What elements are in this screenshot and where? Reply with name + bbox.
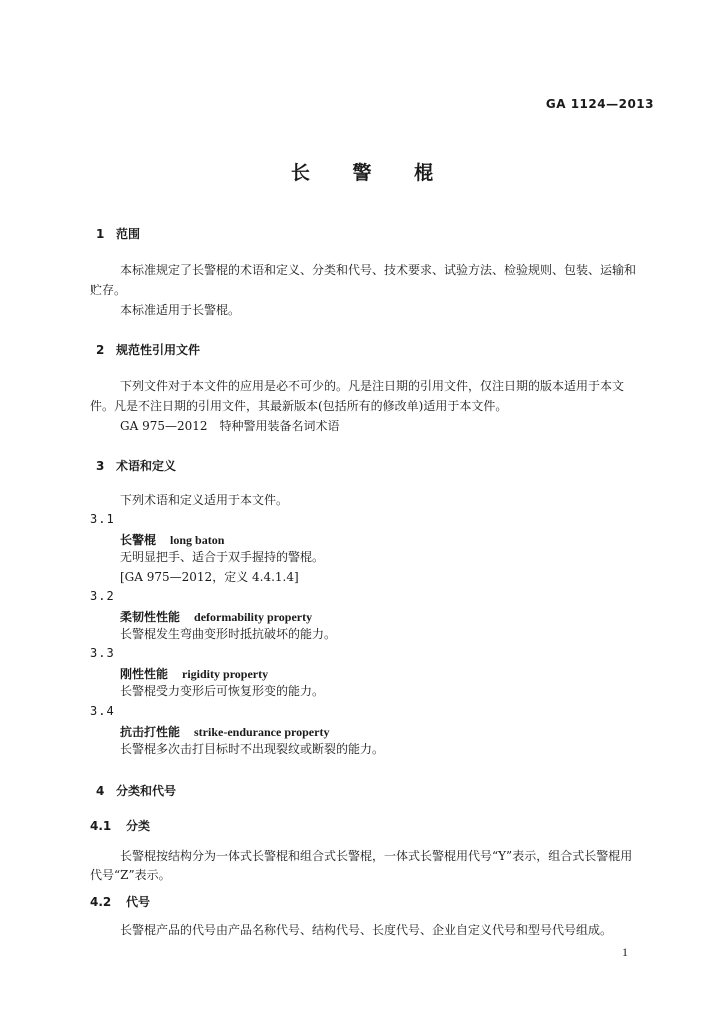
s3-intro: 下列术语和定义适用于本文件。 — [120, 493, 289, 507]
section-number: 4 — [96, 784, 105, 798]
page-number: 1 — [622, 945, 628, 959]
term-en: strike-endurance property — [194, 725, 330, 739]
section-1-heading — [96, 225, 140, 242]
s1-para2: 本标准适用于长警棍。 — [120, 303, 241, 317]
term-definition: 无明显把手、适合于双手握持的警棍。 — [120, 550, 325, 564]
term-source: [GA 975—2012，定义 4.4.1.4] — [120, 570, 299, 584]
section-4-heading — [96, 782, 176, 799]
term-entry — [120, 665, 268, 682]
document-title: 长 警 棍 — [290, 162, 452, 184]
term-number: 3.3 — [90, 646, 115, 660]
term-number: 3.2 — [90, 589, 115, 603]
s2-normative-reference: GA 975—2012 特种警用装备名词术语 — [120, 419, 340, 433]
section-number: 2 — [96, 343, 105, 357]
term-zh: 长警棍 — [120, 533, 157, 547]
section-title: 规范性引用文件 — [116, 343, 201, 357]
term-entry — [120, 608, 312, 625]
subsection-4-2-heading — [90, 893, 150, 910]
section-number: 1 — [96, 227, 105, 241]
s4-1-para-line1: 长警棍按结构分为一体式长警棍和组合式长警棍，一体式长警棍用代号“Y”表示，组合式长警棍用 — [120, 849, 633, 863]
section-title: 分类和代号 — [116, 784, 177, 798]
term-zh: 抗击打性能 — [120, 725, 181, 739]
s2-para1-line1: 下列文件对于本文件的应用是必不可少的。凡是注日期的引用文件，仅注日期的版本适用于本文 — [120, 379, 625, 393]
term-entry — [120, 723, 329, 740]
term-definition: 长警棍受力变形后可恢复形变的能力。 — [120, 684, 325, 698]
term-number: 3.1 — [90, 512, 115, 526]
s1-para1-line1: 本标准规定了长警棍的术语和定义、分类和代号、技术要求、试验方法、检验规则、包装、运输和 — [120, 263, 637, 277]
s4-1-para-line2: 代号“Z”表示。 — [90, 868, 171, 882]
section-title: 术语和定义 — [116, 459, 177, 473]
s1-para1-line2: 贮存。 — [90, 283, 127, 297]
section-title: 范围 — [116, 227, 141, 241]
term-en: rigidity property — [182, 667, 269, 681]
section-number: 3 — [96, 459, 105, 473]
section-3-heading — [96, 457, 176, 474]
term-en: long baton — [170, 533, 225, 547]
term-definition: 长警棍多次击打目标时不出现裂纹或断裂的能力。 — [120, 742, 385, 756]
term-entry — [120, 531, 224, 548]
term-zh: 柔韧性性能 — [120, 610, 181, 624]
term-zh: 刚性性能 — [120, 667, 169, 681]
subsection-title: 代号 — [126, 895, 151, 909]
term-definition: 长警棍发生弯曲变形时抵抗破坏的能力。 — [120, 627, 337, 641]
standard-number: GA 1124—2013 — [545, 97, 654, 111]
subsection-number: 4.2 — [90, 895, 112, 909]
subsection-4-1-heading — [90, 817, 150, 834]
term-number: 3.4 — [90, 704, 115, 718]
s4-2-para-line1: 长警棍产品的代号由产品名称代号、结构代号、长度代号、企业自定义代号和型号代号组成。 — [120, 923, 613, 937]
subsection-number: 4.1 — [90, 819, 112, 833]
s2-para1-line2: 件。凡是不注日期的引用文件，其最新版本(包括所有的修改单)适用于本文件。 — [90, 399, 508, 413]
section-2-heading — [96, 341, 200, 358]
term-en: deformability property — [194, 610, 313, 624]
subsection-title: 分类 — [126, 819, 151, 833]
